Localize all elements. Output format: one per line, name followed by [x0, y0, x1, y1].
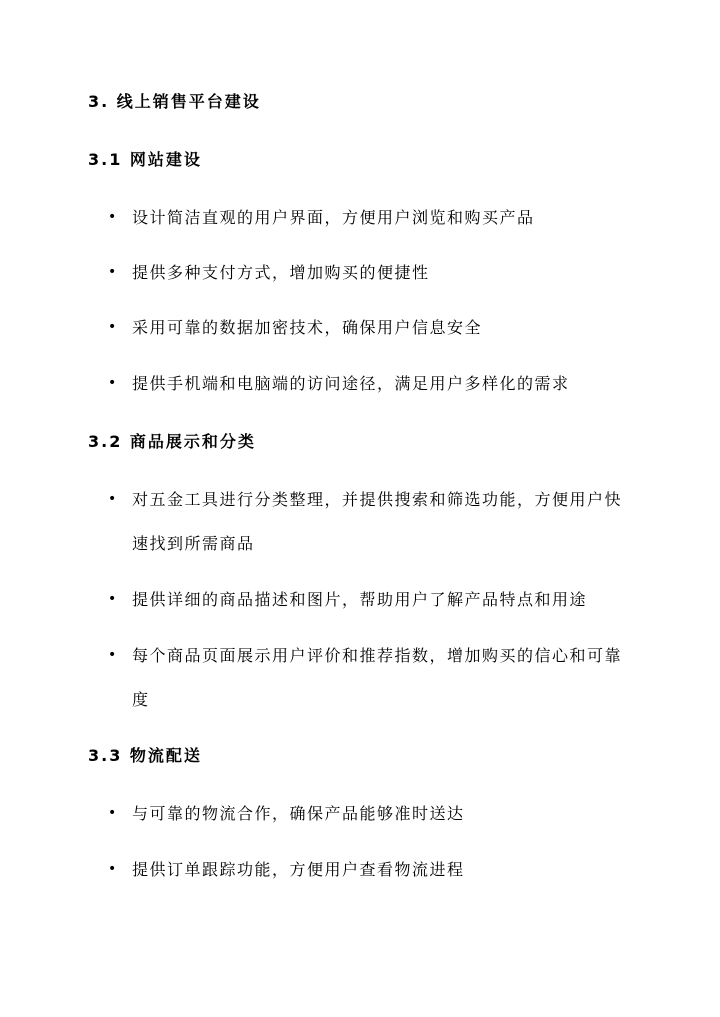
section-heading-3-2: 3.2 商品展示和分类	[88, 432, 256, 451]
list-item-text: 提供详细的商品描述和图片，帮助用户了解产品特点和用途	[132, 590, 588, 609]
bullet-icon: •	[108, 264, 118, 280]
list-item	[108, 485, 628, 566]
list-item	[108, 313, 628, 342]
bullet-icon: •	[108, 491, 118, 507]
bullet-icon: •	[108, 861, 118, 877]
section-heading-3: 3. 线上销售平台建设	[88, 92, 261, 111]
list-item-text: 设计简洁直观的用户界面，方便用户浏览和购买产品	[132, 208, 535, 227]
list-item	[108, 203, 628, 232]
list-item	[108, 799, 628, 828]
bullet-icon: •	[108, 319, 118, 335]
bullet-icon: •	[108, 805, 118, 821]
bullet-icon: •	[108, 647, 118, 663]
list-item	[108, 855, 628, 884]
list-item	[108, 641, 628, 722]
list-item	[108, 258, 628, 287]
list-item-text: 提供手机端和电脑端的访问途径，满足用户多样化的需求	[132, 374, 570, 393]
list-item-text: 采用可靠的数据加密技术，确保用户信息安全	[132, 318, 483, 337]
section-heading-3-1: 3.1 网站建设	[88, 150, 202, 169]
list-item	[108, 585, 628, 614]
bullet-icon: •	[108, 375, 118, 391]
list-item-text: 对五金工具进行分类整理，并提供搜索和筛选功能，方便用户快速找到所需商品	[132, 490, 623, 553]
list-item-text: 提供订单跟踪功能，方便用户查看物流进程	[132, 860, 465, 879]
section-heading-3-3: 3.3 物流配送	[88, 746, 202, 765]
list-item	[108, 369, 628, 398]
list-item-text: 与可靠的物流合作，确保产品能够准时送达	[132, 804, 465, 823]
list-item-text: 每个商品页面展示用户评价和推荐指数，增加购买的信心和可靠度	[132, 646, 623, 709]
list-item-text: 提供多种支付方式，增加购买的便捷性	[132, 263, 430, 282]
bullet-icon: •	[108, 591, 118, 607]
bullet-icon: •	[108, 209, 118, 225]
